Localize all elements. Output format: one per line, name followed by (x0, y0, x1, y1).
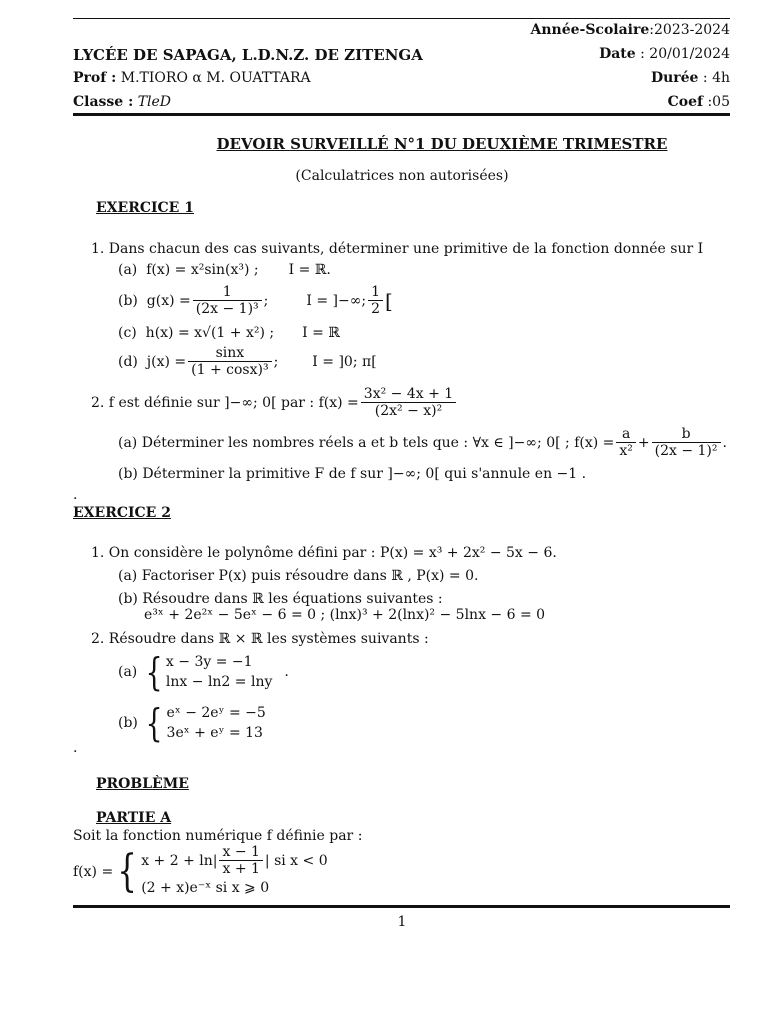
separator-dot-2: . (73, 740, 78, 756)
part-a-heading: PARTIE A (96, 810, 172, 826)
left-brace: { (145, 701, 163, 745)
ex1-1b: (b) g(x) = $\frac{1}{\text{(2x − 1)³}}$ ; I = ]−∞; $\frac{1}{2}$ [ (118, 284, 393, 317)
page-number: 1 (397, 914, 407, 930)
ex2-1b-equations: e³ˣ + 2e²ˣ − 5eˣ − 6 = 0 ; (lnx)³ + 2(lnx)² − 5lnx − 6 = 0 (144, 607, 546, 623)
ex2-question2: 2. Résoudre dans ℝ × ℝ les systèmes suivants : (91, 631, 429, 647)
separator-dot: . (73, 487, 78, 503)
ex1-question2: 2. f est définie sur ]−∞; 0[ par : f(x) = $\frac{\text{3x² − 4x + 1}}{\text{(2x² − x)²}}$ (91, 386, 458, 419)
ex2-1b: (b) Résoudre dans ℝ les équations suivantes : (118, 591, 443, 607)
ex1-1a: (a) f(x) = x²sin(x³) ; I = ℝ. (118, 262, 331, 278)
problem-heading: PROBLÈME (96, 776, 189, 792)
ex1-2b: (b) Déterminer la primitive F de f sur ]−∞; 0[ qui s'annule en −1 . (118, 466, 587, 482)
coefficient: Coef :05 (667, 94, 730, 110)
ex2-system-b: (b) { eˣ − 2eʸ = −5 3eˣ + eʸ = 13 (118, 701, 266, 745)
left-brace: { (145, 650, 163, 694)
ex2-question1: 1. On considère le polynôme défini par : P(x) = x³ + 2x² − 5x − 6. (91, 545, 557, 561)
ex1-1d: (d) j(x) = $\frac{\sin x}{\text{(1 + cosx)³}}$ ; I = ]0; π[ (118, 345, 377, 378)
header-top-rule (73, 18, 730, 19)
ex2-1a: (a) Factoriser P(x) puis résoudre dans ℝ , P(x) = 0. (118, 568, 479, 584)
calculator-notice: (Calculatrices non autorisées) (295, 168, 509, 184)
school-year: Année-Scolaire:2023-2024 (530, 22, 730, 38)
ex1-1c: (c) h(x) = x√(1 + x²) ; I = ℝ (118, 325, 340, 341)
ex2-system-a: (a) { x − 3y = −1 lnx − ln2 = lny . (118, 650, 289, 694)
exercise2-heading: EXERCICE 2 (73, 505, 171, 521)
class-level: Classe : TleD (73, 94, 172, 110)
teachers: Prof : M.TIORO α M. OUATTARA (73, 70, 311, 86)
exercise1-heading: EXERCICE 1 (96, 200, 194, 216)
exam-duration: Durée : 4h (650, 70, 730, 86)
piecewise-definition: f(x) = { x + 2 + ln| $\frac{x - 1}{x + 1}$ | si x < 0 (2 + x)e⁻ˣ si x ⩾ 0 (73, 844, 328, 897)
footer-rule (73, 905, 730, 908)
header-bottom-rule (73, 113, 730, 116)
problem-intro: Soit la fonction numérique f définie par : (73, 828, 363, 844)
left-brace: { (117, 845, 137, 897)
exam-date: Date : 20/01/2024 (599, 46, 730, 62)
ex1-question1: 1. Dans chacun des cas suivants, déterminer une primitive de la fonction donnée sur I (91, 241, 704, 257)
school-name: LYCÉE DE SAPAGA, L.D.N.Z. DE ZITENGA (73, 46, 423, 64)
ex1-2a: (a) Déterminer les nombres réels a et b tels que : ∀x ∈ ]−∞; 0[ ; f(x) = $\frac{a}{\text{x²}}$ + $\frac{b}{\text{(2x − 1)²}}$ . (118, 426, 727, 459)
exam-title: DEVOIR SURVEILLÉ N°1 DU DEUXIÈME TRIMESTRE (216, 135, 668, 153)
